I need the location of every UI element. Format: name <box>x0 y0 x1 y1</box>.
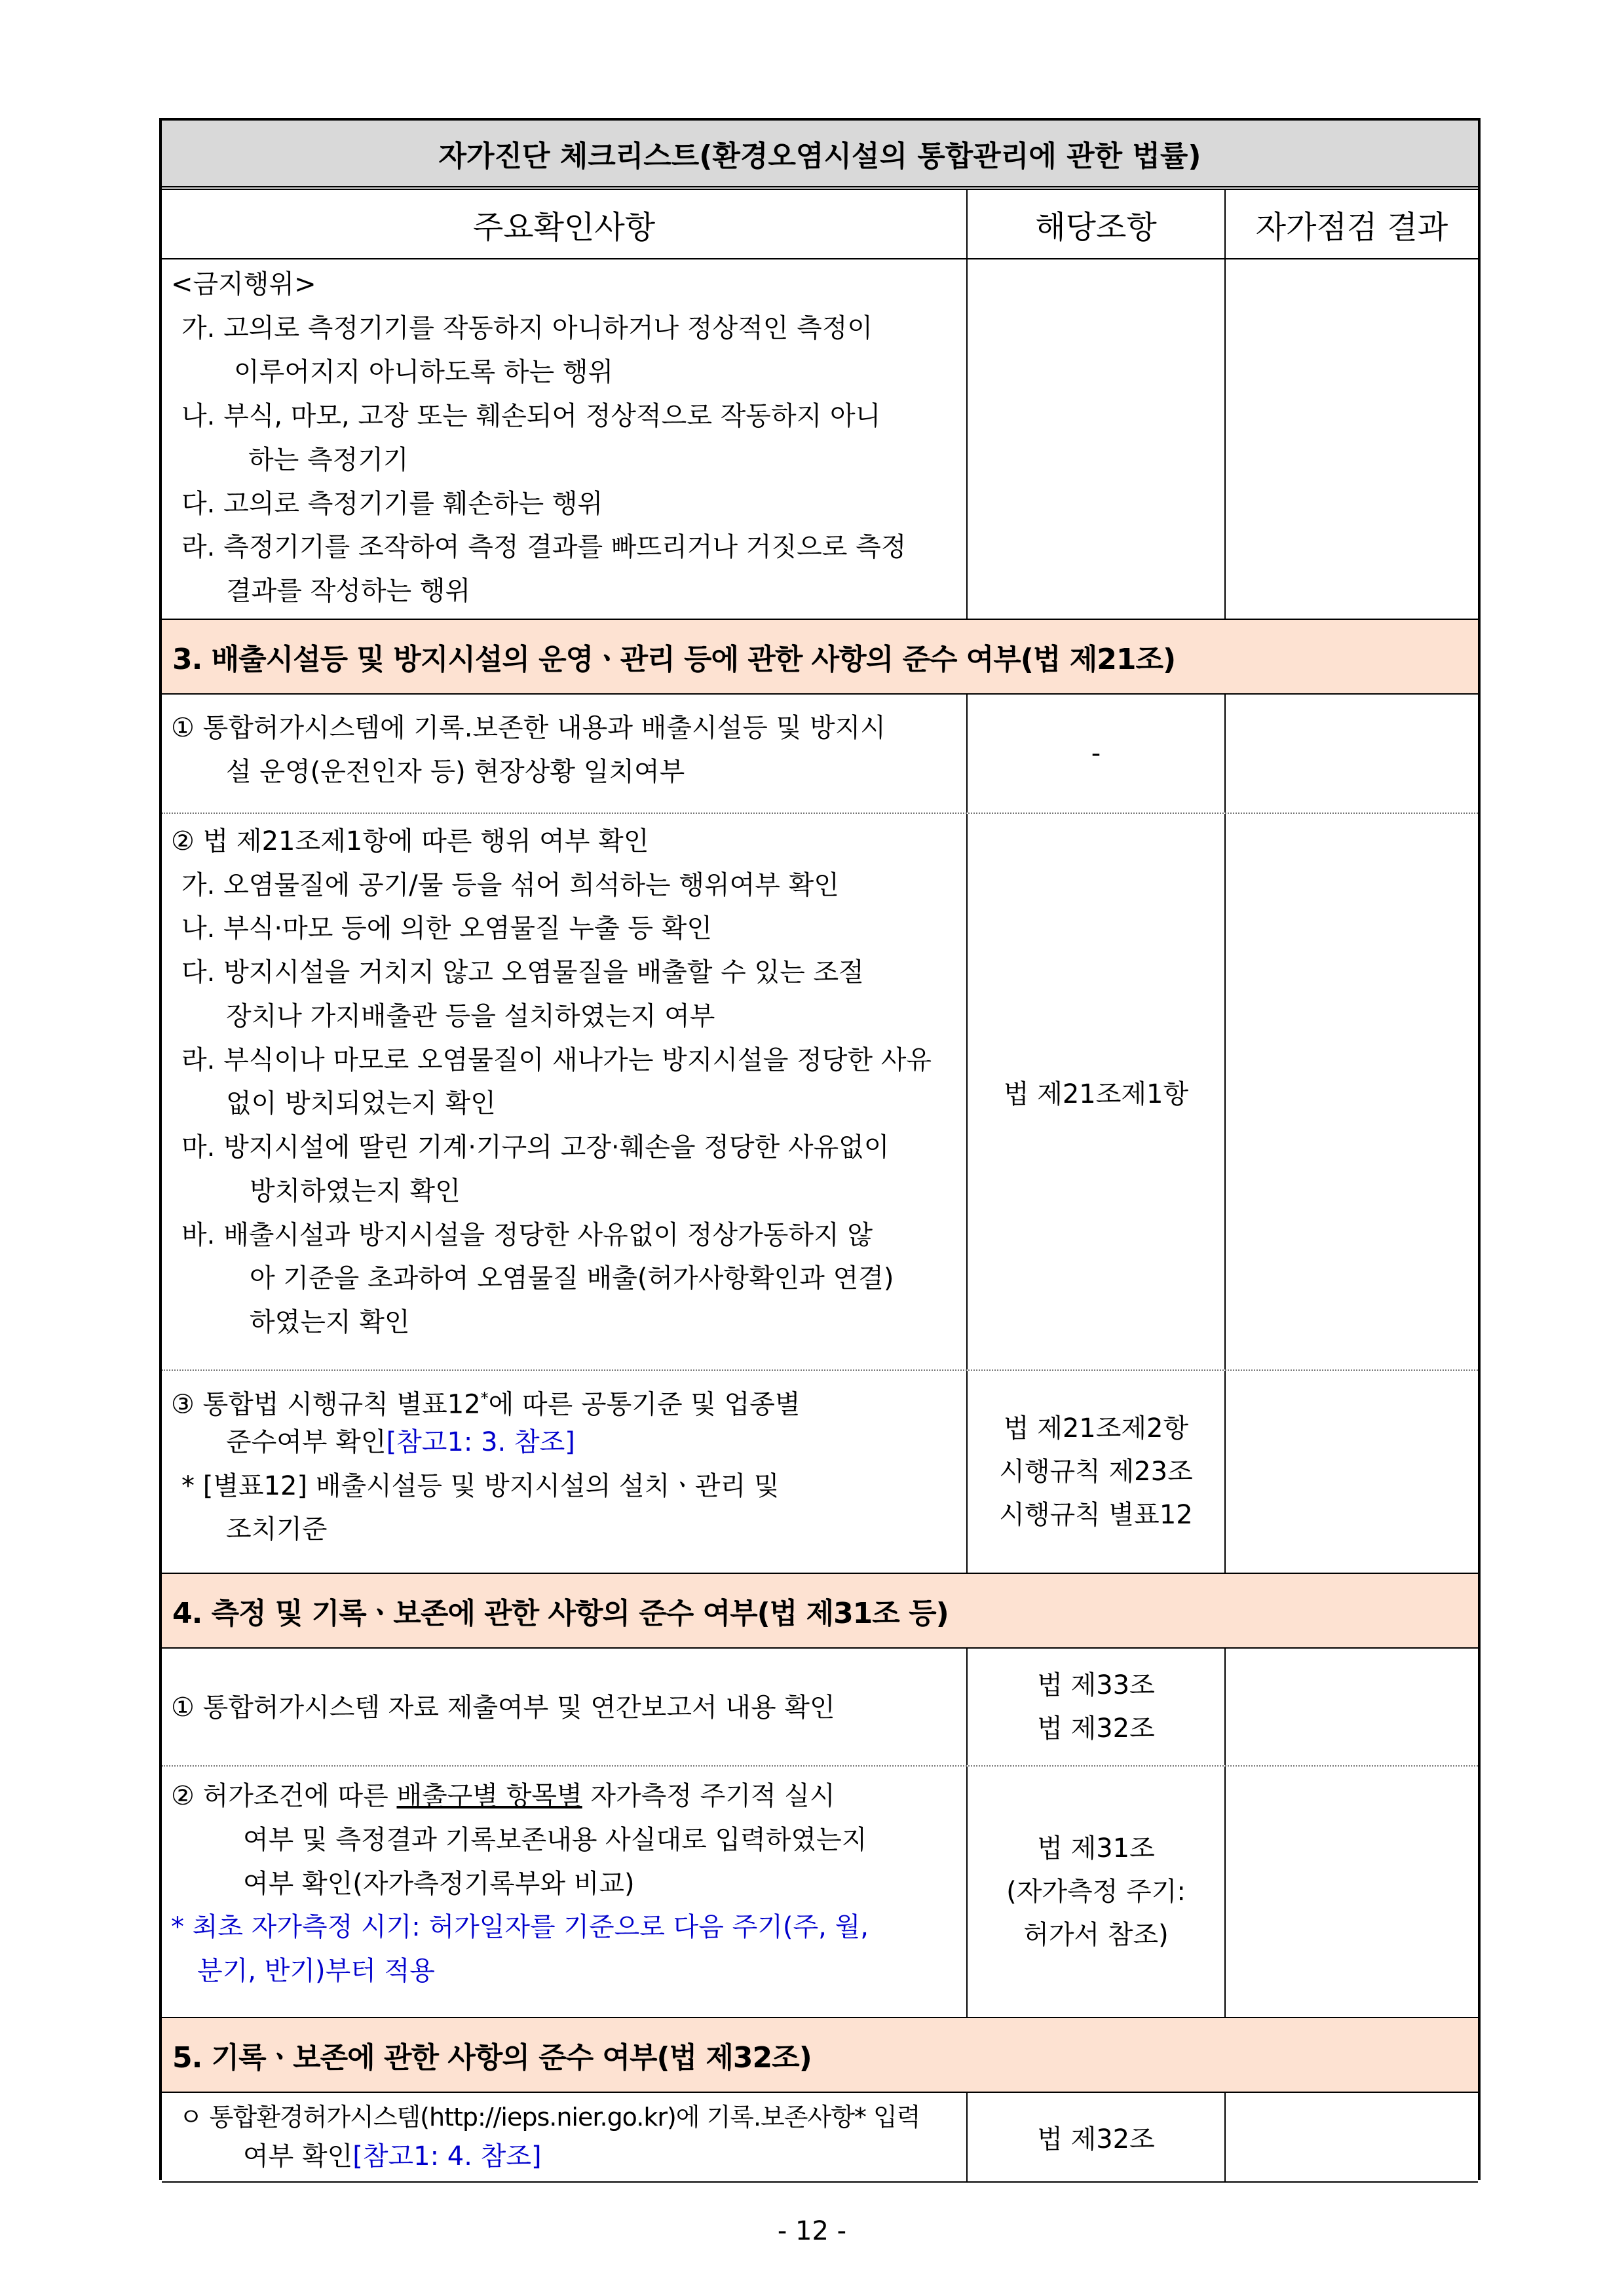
article-line: 법 제32조 <box>1037 1713 1155 1744</box>
prohibited-item-line: 가. 고의로 측정기기를 작동하지 아니하거나 정상적인 측정이 <box>181 313 873 343</box>
prohibited-article-cell <box>966 259 1224 619</box>
table-title: 자가진단 체크리스트(환경오염시설의 통합관리에 관한 법률) <box>438 140 1201 173</box>
item-text: 자가측정 주기적 실시 <box>582 1781 835 1811</box>
section-4-item-1-result[interactable] <box>1224 1649 1478 1765</box>
prohibited-item-line: 결과를 작성하는 행위 <box>226 576 471 606</box>
checklist-table <box>159 118 1481 2180</box>
table-header-row <box>162 190 1478 259</box>
article-line: 시행규칙 별표12 <box>999 1500 1193 1530</box>
prohibited-heading: <금지행위> <box>171 269 316 299</box>
section-4-item-2-article <box>966 1767 1224 2017</box>
note-line: * 최초 자가측정 시기: 허가일자를 기준으로 다음 주기(주, 월, <box>171 1912 869 1942</box>
section-3-item-2-result[interactable] <box>1224 814 1478 1369</box>
section-5-item-1-row <box>162 2093 1478 2183</box>
item-text: 여부 확인 <box>243 2141 353 2172</box>
table-title-row <box>162 121 1478 190</box>
prohibited-item-line: 다. 고의로 측정기기를 훼손하는 행위 <box>181 489 603 519</box>
item-line: 장치나 가지배출관 등을 설치하였는지 여부 <box>226 1001 715 1031</box>
article-line: 법 제21조제2항 <box>1003 1413 1189 1444</box>
item-line: 방치하였는지 확인 <box>250 1176 461 1206</box>
item-text: 에 따른 공통기준 및 업종별 <box>488 1389 801 1420</box>
reference-link[interactable]: [참고1: 4. 참조] <box>352 2141 542 2172</box>
section-5-item-1-cell <box>162 2093 966 2181</box>
item-line: 설 운영(운전인자 등) 현장상황 일치여부 <box>226 757 685 787</box>
item-line: 다. 방지시설을 거치지 않고 오염물질을 배출할 수 있는 조절 <box>181 957 864 987</box>
article-line: 시행규칙 제23조 <box>999 1457 1193 1487</box>
section-4-item-1-cell <box>162 1649 966 1765</box>
header-main-items: 주요확인사항 <box>472 208 656 246</box>
header-self-check-result: 자가점검 결과 <box>1224 190 1478 258</box>
section-3-item-1-result[interactable] <box>1224 695 1478 813</box>
header-article: 해당조항 <box>966 190 1224 258</box>
item-line <box>243 2140 542 2173</box>
section-3-item-2-article: 법 제21조제1항 <box>966 814 1224 1369</box>
section-3-item-3-cell <box>162 1371 966 1573</box>
item-line: 가. 오염물질에 공기/물 등을 섞어 희석하는 행위여부 확인 <box>181 870 839 900</box>
item-line: 마. 방지시설에 딸린 기계·기구의 고장·훼손을 정당한 사유없이 <box>181 1132 890 1162</box>
item-line: 라. 부식이나 마모로 오염물질이 새나가는 방지시설을 정당한 사유 <box>181 1045 932 1075</box>
section-3-item-1-row <box>162 695 1478 814</box>
prohibited-acts-row <box>162 259 1478 619</box>
section-4-item-1-row <box>162 1649 1478 1767</box>
item-line: 아 기준을 초과하여 오염물질 배출(허가사항확인과 연결) <box>250 1263 894 1293</box>
section-3-item-1-cell <box>162 695 966 813</box>
item-line: ② 법 제21조제1항에 따른 행위 여부 확인 <box>171 826 649 856</box>
article-line: 허가서 참조) <box>1023 1920 1169 1950</box>
item-line <box>171 1780 835 1812</box>
section-3-item-2-cell <box>162 814 966 1369</box>
section-4-item-2-cell <box>162 1767 966 2017</box>
section-4-item-2-result[interactable] <box>1224 1767 1478 2017</box>
footnote-mark: * <box>480 1389 489 1407</box>
prohibited-item-line: 라. 측정기기를 조작하여 측정 결과를 빠뜨리거나 거짓으로 측정 <box>181 532 907 562</box>
section-5-header <box>162 2017 1478 2093</box>
page-number: - 12 - <box>777 2216 847 2246</box>
underlined-text: 배출구별 항목별 <box>396 1781 582 1811</box>
item-text: 준수여부 확인 <box>226 1427 387 1457</box>
section-3-item-2-row <box>162 814 1478 1371</box>
section-5-item-1-result[interactable] <box>1224 2093 1478 2181</box>
prohibited-item-line: 하는 측정기기 <box>248 445 409 475</box>
item-line: 나. 부식·마모 등에 의한 오염물질 누출 등 확인 <box>181 913 712 944</box>
item-line: ① 통합허가시스템 자료 제출여부 및 연간보고서 내용 확인 <box>171 1693 835 1723</box>
footnote-line: 조치기준 <box>226 1514 328 1544</box>
article-line: 법 제33조 <box>1037 1670 1155 1700</box>
item-line: ㅇ 통합환경허가시스템(http://ieps.nier.go.kr)에 기록.보존사항* 입력 <box>179 2103 920 2132</box>
section-4-item-2-row <box>162 1767 1478 2017</box>
section-3-item-3-result[interactable] <box>1224 1371 1478 1573</box>
section-3-item-3-article <box>966 1371 1224 1573</box>
prohibited-acts-cell <box>162 259 966 619</box>
prohibited-result-cell[interactable] <box>1224 259 1478 619</box>
footnote-line: * [별표12] 배출시설등 및 방지시설의 설치ㆍ관리 및 <box>181 1471 780 1501</box>
prohibited-item-line: 이루어지지 아니하도록 하는 행위 <box>234 357 614 387</box>
section-4-title: 4. 측정 및 기록ㆍ보존에 관한 사항의 준수 여부(법 제31조 등) <box>172 1597 949 1630</box>
article-line: 법 제31조 <box>1037 1833 1155 1864</box>
item-line: 여부 확인(자가측정기록부와 비교) <box>243 1869 635 1899</box>
prohibited-item-line: 나. 부식, 마모, 고장 또는 훼손되어 정상적으로 작동하지 아니 <box>181 401 881 431</box>
item-line: 하였는지 확인 <box>250 1307 410 1337</box>
item-line <box>171 1382 957 1421</box>
item-line <box>226 1426 575 1459</box>
item-line: 여부 및 측정결과 기록보존내용 사실대로 입력하였는지 <box>243 1825 867 1855</box>
item-text: ③ 통합법 시행규칙 별표12 <box>171 1389 481 1420</box>
section-4-header <box>162 1573 1478 1649</box>
item-line: ① 통합허가시스템에 기록.보존한 내용과 배출시설등 및 방지시 <box>171 713 886 743</box>
section-4-item-1-article <box>966 1649 1224 1765</box>
note-line: 분기, 반기)부터 적용 <box>197 1956 435 1986</box>
section-5-title: 5. 기록ㆍ보존에 관한 사항의 준수 여부(법 제32조) <box>172 2041 812 2075</box>
reference-link[interactable]: [참고1: 3. 참조] <box>386 1427 575 1457</box>
section-3-title: 3. 배출시설등 및 방지시설의 운영ㆍ관리 등에 관한 사항의 준수 여부(법 제21조) <box>172 643 1176 676</box>
section-3-header <box>162 619 1478 695</box>
item-text: ② 허가조건에 따른 <box>171 1781 397 1811</box>
item-line: 없이 방치되었는지 확인 <box>226 1088 496 1119</box>
section-3-item-3-row <box>162 1371 1478 1573</box>
section-3-item-1-article: - <box>966 695 1224 813</box>
item-line: 바. 배출시설과 방지시설을 정당한 사유없이 정상가동하지 않 <box>181 1220 873 1250</box>
article-line: (자가측정 주기: <box>1006 1877 1186 1907</box>
section-5-item-1-article: 법 제32조 <box>966 2093 1224 2181</box>
